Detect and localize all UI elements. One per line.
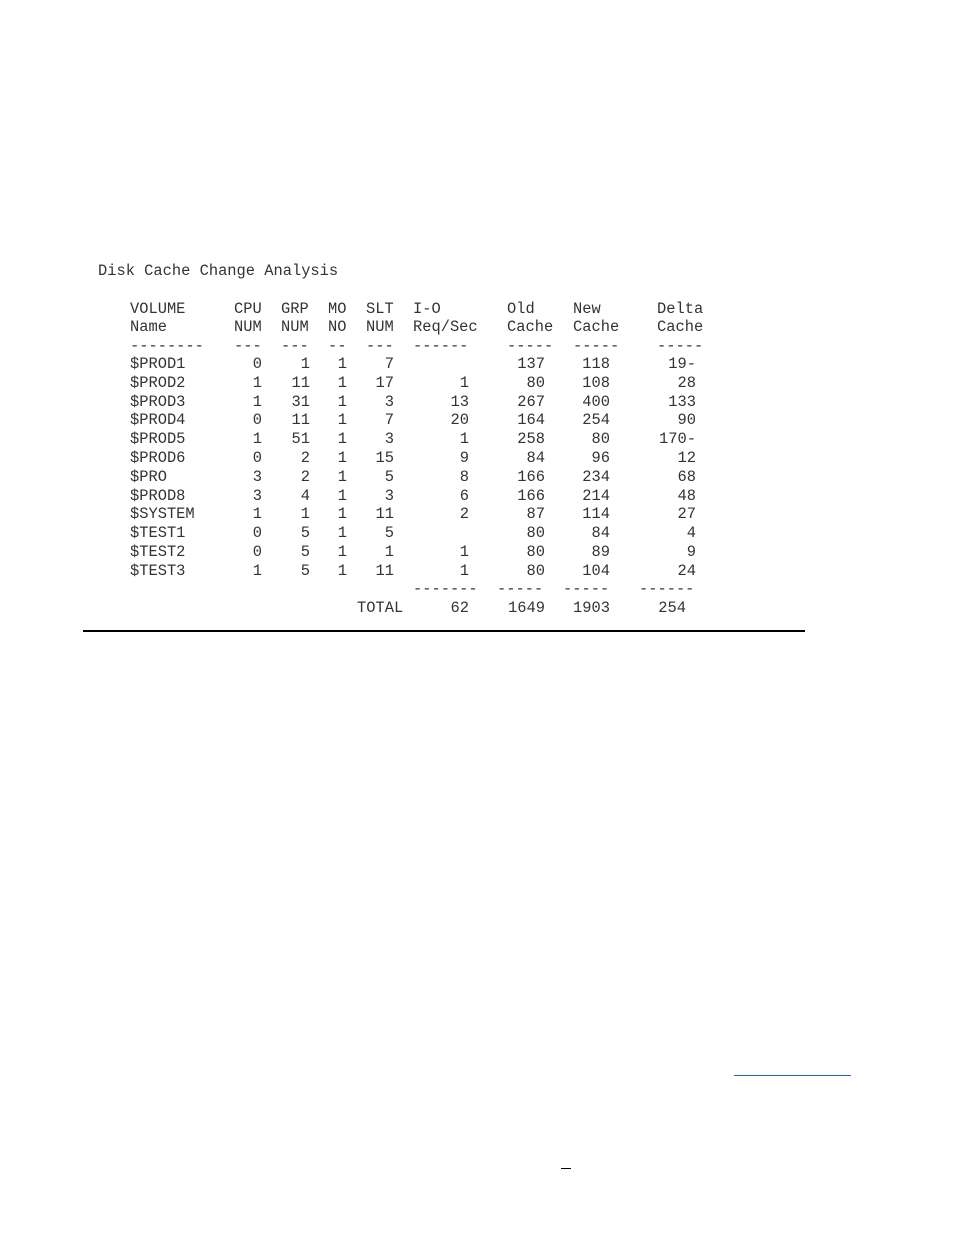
slt-cell: 1	[384, 543, 394, 561]
io-cell: 1	[459, 373, 469, 392]
old-cell: 166	[517, 467, 545, 486]
table-row	[130, 355, 810, 373]
header-cell: NO	[328, 318, 347, 336]
old-cell: 80	[526, 561, 545, 580]
delta-cell: 48	[677, 486, 696, 505]
delta-cell: 12	[677, 449, 696, 467]
table-row	[130, 524, 810, 542]
delta-cell: 27	[677, 505, 696, 524]
total-io: 62	[450, 599, 469, 617]
grp-cell: 51	[291, 430, 310, 449]
new-cell: 400	[582, 392, 610, 411]
volume-cell: $TEST1	[130, 524, 186, 543]
grp-cell: 1	[300, 355, 310, 373]
slt-cell: 11	[375, 561, 394, 580]
header-cell: CPU	[234, 300, 262, 318]
table-row	[130, 430, 810, 448]
io-cell: 1	[459, 543, 469, 561]
slt-cell: 15	[375, 449, 394, 467]
header-cell: Cache	[657, 318, 704, 336]
table-row	[130, 543, 810, 561]
header-cell: Req/Sec	[413, 318, 478, 336]
header-cell: VOLUME	[130, 300, 186, 318]
new-cell: 96	[591, 449, 610, 467]
header-underline-cell: --------	[130, 337, 204, 355]
new-cell: 114	[582, 505, 610, 524]
mo-cell: 1	[337, 411, 347, 430]
io-cell: 6	[459, 486, 469, 505]
mo-cell: 1	[337, 543, 347, 561]
volume-cell: $TEST2	[130, 543, 186, 561]
slt-cell: 7	[384, 411, 394, 430]
table-row	[130, 487, 810, 505]
horizontal-rule	[83, 630, 805, 632]
cpu-cell: 0	[252, 449, 262, 467]
total-row	[130, 599, 810, 617]
new-cell: 118	[582, 355, 610, 373]
old-cell: 80	[526, 524, 545, 543]
new-cell: 234	[582, 467, 610, 486]
io-cell: 13	[450, 392, 469, 411]
grp-cell: 5	[300, 524, 310, 543]
delta-cell: 24	[677, 561, 696, 580]
old-cell: 267	[517, 392, 545, 411]
header-cell: Cache	[507, 318, 554, 336]
delta-cell: 133	[668, 392, 696, 411]
volume-cell: $PROD4	[130, 411, 186, 430]
header-cell: MO	[328, 300, 347, 318]
header-cell: Cache	[573, 318, 620, 336]
volume-cell: $PROD5	[130, 430, 186, 449]
mo-cell: 1	[337, 373, 347, 392]
old-cell: 87	[526, 505, 545, 524]
header-cell: Name	[130, 318, 167, 336]
header-cell: SLT	[366, 300, 394, 318]
volume-cell: $PROD2	[130, 373, 186, 392]
new-cell: 80	[591, 430, 610, 449]
total-new: 1903	[573, 599, 610, 617]
total-delta: 254	[658, 599, 686, 617]
header-cell: NUM	[366, 318, 394, 336]
header-underline	[130, 337, 810, 355]
page-number-mark	[561, 1168, 571, 1169]
delta-cell: 170-	[659, 430, 696, 449]
cpu-cell: 0	[252, 411, 262, 430]
new-cell: 104	[582, 561, 610, 580]
cpu-cell: 1	[252, 505, 262, 524]
new-cell: 254	[582, 411, 610, 430]
total-underline-cell: -------	[413, 580, 478, 598]
footer-link-underline[interactable]	[734, 1075, 851, 1076]
old-cell: 164	[517, 411, 545, 430]
header-cell: NUM	[281, 318, 309, 336]
old-cell: 80	[526, 373, 545, 392]
cpu-cell: 0	[252, 355, 262, 373]
volume-cell: $PROD8	[130, 486, 186, 505]
cpu-cell: 3	[252, 467, 262, 486]
header-underline-cell: ---	[366, 337, 394, 355]
new-cell: 214	[582, 486, 610, 505]
table-row	[130, 393, 810, 411]
total-old: 1649	[508, 599, 545, 617]
io-cell: 2	[459, 505, 469, 524]
slt-cell: 3	[384, 486, 394, 505]
header-cell: Old	[507, 300, 535, 318]
grp-cell: 5	[300, 561, 310, 580]
header-underline-cell: --	[328, 337, 347, 355]
grp-cell: 1	[300, 505, 310, 524]
grp-cell: 2	[300, 449, 310, 467]
total-underline	[130, 580, 810, 598]
delta-cell: 90	[677, 411, 696, 430]
io-cell: 20	[450, 411, 469, 430]
delta-cell: 68	[677, 467, 696, 486]
delta-cell: 9	[686, 543, 696, 561]
table-row	[130, 562, 810, 580]
new-cell: 108	[582, 373, 610, 392]
grp-cell: 2	[300, 467, 310, 486]
new-cell: 84	[591, 524, 610, 543]
grp-cell: 11	[291, 411, 310, 430]
mo-cell: 1	[337, 467, 347, 486]
cpu-cell: 1	[252, 392, 262, 411]
mo-cell: 1	[337, 505, 347, 524]
table-row	[130, 374, 810, 392]
slt-cell: 5	[384, 524, 394, 543]
cpu-cell: 1	[252, 430, 262, 449]
header-underline-cell: ---	[234, 337, 262, 355]
grp-cell: 11	[291, 373, 310, 392]
grp-cell: 31	[291, 392, 310, 411]
delta-cell: 4	[686, 524, 696, 543]
volume-cell: $PRO	[130, 467, 167, 486]
table-row	[130, 505, 810, 523]
total-label: TOTAL	[357, 599, 404, 617]
slt-cell: 7	[384, 355, 394, 373]
slt-cell: 3	[384, 392, 394, 411]
old-cell: 137	[517, 355, 545, 373]
cpu-cell: 0	[252, 524, 262, 543]
slt-cell: 3	[384, 430, 394, 449]
mo-cell: 1	[337, 392, 347, 411]
old-cell: 80	[526, 543, 545, 561]
grp-cell: 4	[300, 486, 310, 505]
delta-cell: 19-	[668, 355, 696, 373]
header-underline-cell: ---	[281, 337, 309, 355]
header-cell: Delta	[657, 300, 704, 318]
mo-cell: 1	[337, 561, 347, 580]
cpu-cell: 3	[252, 486, 262, 505]
volume-cell: $SYSTEM	[130, 505, 195, 524]
mo-cell: 1	[337, 430, 347, 449]
table-row	[130, 411, 810, 429]
header-row	[130, 300, 810, 318]
total-underline-cell: -----	[563, 580, 610, 598]
slt-cell: 17	[375, 373, 394, 392]
header-cell: New	[573, 300, 601, 318]
mo-cell: 1	[337, 486, 347, 505]
header-underline-cell: ------	[413, 337, 469, 355]
table-row	[130, 468, 810, 486]
cpu-cell: 1	[252, 561, 262, 580]
cpu-cell: 1	[252, 373, 262, 392]
io-cell: 8	[459, 467, 469, 486]
header-cell: NUM	[234, 318, 262, 336]
old-cell: 84	[526, 449, 545, 467]
slt-cell: 11	[375, 505, 394, 524]
header-cell: I-O	[413, 300, 441, 318]
header-underline-cell: -----	[573, 337, 620, 355]
header-cell: GRP	[281, 300, 309, 318]
report-title: Disk Cache Change Analysis	[98, 262, 339, 280]
delta-cell: 28	[677, 373, 696, 392]
old-cell: 166	[517, 486, 545, 505]
io-cell: 9	[459, 449, 469, 467]
io-cell: 1	[459, 561, 469, 580]
header-underline-cell: -----	[507, 337, 554, 355]
grp-cell: 5	[300, 543, 310, 561]
old-cell: 258	[517, 430, 545, 449]
header-row	[130, 318, 810, 336]
volume-cell: $PROD3	[130, 392, 186, 411]
cpu-cell: 0	[252, 543, 262, 561]
volume-cell: $TEST3	[130, 561, 186, 580]
total-underline-cell: -----	[497, 580, 544, 598]
mo-cell: 1	[337, 355, 347, 373]
io-cell: 1	[459, 430, 469, 449]
mo-cell: 1	[337, 524, 347, 543]
new-cell: 89	[591, 543, 610, 561]
mo-cell: 1	[337, 449, 347, 467]
volume-cell: $PROD6	[130, 449, 186, 467]
total-underline-cell: ------	[639, 580, 695, 598]
volume-cell: $PROD1	[130, 355, 186, 373]
header-underline-cell: -----	[657, 337, 704, 355]
slt-cell: 5	[384, 467, 394, 486]
table-row	[130, 449, 810, 467]
